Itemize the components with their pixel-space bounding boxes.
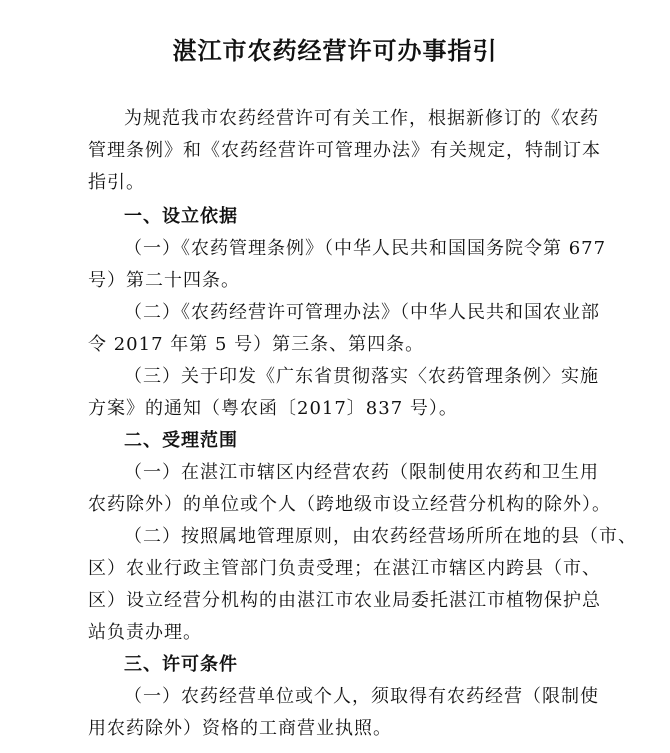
section-2-heading: 二、受理范围 xyxy=(124,430,238,451)
intro-line-2: 管理条例》和《农药经营许可管理办法》有关规定，特制订本 xyxy=(88,140,601,161)
section-1-item-1-line-2: 号）第二十四条。 xyxy=(88,270,240,291)
intro-line-3: 指引。 xyxy=(88,172,145,193)
section-2-item-2-line-3: 区）设立经营分机构的由湛江市农业局委托湛江市植物保护总 xyxy=(88,590,601,611)
section-2-item-2-line-2: 区）农业行政主管部门负责受理；在湛江市辖区内跨县（市、 xyxy=(88,558,601,579)
section-2-item-2-line-4: 站负责办理。 xyxy=(88,622,202,643)
section-1-heading: 一、设立依据 xyxy=(124,206,238,227)
section-1-item-1-line-1: （一）《农药管理条例》（中华人民共和国国务院令第 677 xyxy=(124,238,607,259)
intro-line-1: 为规范我市农药经营许可有关工作，根据新修订的《农药 xyxy=(124,108,599,129)
section-1-item-2-line-1: （二）《农药经营许可管理办法》（中华人民共和国农业部 xyxy=(124,302,600,323)
section-1-item-3-line-2: 方案》的通知（粤农函〔2017〕837 号）。 xyxy=(88,398,458,419)
section-3-heading: 三、许可条件 xyxy=(124,654,238,675)
section-3-item-1-line-1: （一）农药经营单位或个人，须取得有农药经营（限制使 xyxy=(124,686,599,707)
section-1-item-3-line-1: （三）关于印发《广东省贯彻落实〈农药管理条例〉实施 xyxy=(124,366,599,387)
document-title: 湛江市农药经营许可办事指引 xyxy=(172,37,498,65)
section-2-item-1-line-1: （一）在湛江市辖区内经营农药（限制使用农药和卫生用 xyxy=(124,462,599,483)
section-1-item-2-line-2: 令 2017 年第 5 号）第三条、第四条。 xyxy=(88,334,425,355)
section-2-item-1-line-2: 农药除外）的单位或个人（跨地级市设立经营分机构的除外）。 xyxy=(88,494,611,515)
section-2-item-2-line-1: （二）按照属地管理原则，由农药经营场所所在地的县（市、 xyxy=(124,526,637,547)
section-3-item-1-line-2: 用农药除外）资格的工商营业执照。 xyxy=(88,718,392,739)
